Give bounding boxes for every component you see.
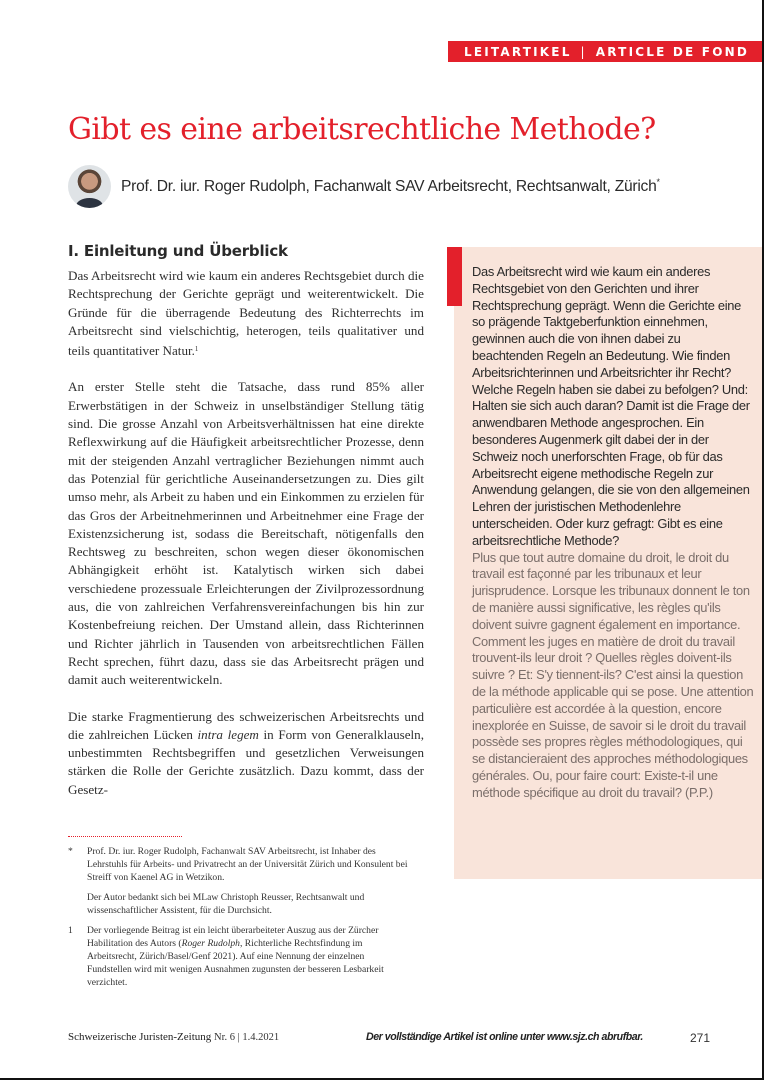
footnote-mark-1: 1 <box>68 925 73 936</box>
footnote-1 <box>68 924 408 989</box>
page-number: 271 <box>690 1031 711 1045</box>
footnote-1-text-b: , Richterliche Rechtsfindung im Arbeitsrecht, Zürich/Basel/Genf 2021). Auf eine Nennung der einzelnen Fundstellen wird mit wenigen Ausnahmen zugunsten der besseren Lesbarkeit verzichtet. <box>87 938 384 988</box>
footnote-divider <box>68 836 182 837</box>
paragraph-3 <box>68 708 424 799</box>
journal-issue: Nr. 6 | 1.4.2021 <box>214 1032 280 1043</box>
paragraph-1-text: Das Arbeitsrecht wird wie kaum ein anderes Rechtsgebiet durch die Rechtsprechung der Gerichte geprägt und weiterentwickelt. Die Gründe für die überragende Bedeutung des Richterrechts im Arbeitsrecht sind vielschichtig, heterogen, teils qualitativer und teils quantitativer Natur. <box>68 268 424 359</box>
pull-quote-german: Das Arbeitsrecht wird wie kaum ein anderes Rechtsgebiet von den Gerichten und ihrer Rechtsprechung geprägt. Wenn die Gerichte eine so prägende Taktgeberfunktion einnehmen, gewinnen auch die von ihnen dabei zu beachtenden Regeln an Bedeutung. Wie finden Arbeitsrichterinnen und Arbeitsrichter ihr Recht? Welche Regeln haben sie dabei zu befolgen? Und: Halten sie sich auch daran? Damit ist die Frage der anwendbaren Methode angesprochen. Ein besonderes Augenmerk gilt dabei der in der Schweiz noch unerforschten Frage, ob für das Arbeitsrecht eigene methodische Regeln zur Anwendung gelangen, die sie von den allgemeinen Lehren der juristischen Methodenlehre unterscheiden. Oder kurz gefragt: Gibt es eine arbeitsrechtliche Methode? <box>472 264 750 548</box>
section-heading: I. Einleitung und Überblick <box>68 242 288 260</box>
pull-quote-accent-bar <box>447 247 462 306</box>
article-title: Gibt es eine arbeitsrechtliche Methode? <box>68 112 656 147</box>
footer-online-note[interactable]: Der vollständige Artikel ist online unter www.sjz.ch abrufbar. <box>366 1031 643 1043</box>
main-text-column <box>68 242 424 817</box>
paragraph-2: An erster Stelle steht die Tatsache, dass rund 85% aller Erwerbstätigen in der Schweiz in unselbständiger Stellung tätig sind. Die grosse Anzahl von Arbeitsverhältnissen hat eine direkte Reflexwirkung auf die Häufigkeit arbeitsrechtlicher Prozesse, denn mit der steigenden Anzahl vertraglicher Beziehungen nimmt auch das Potenzial für gerichtliche Auseinandersetzungen zu. Dies gilt umso mehr, als Arbeit zu haben und ein Einkommen zu erzielen für das Gros der Arbeitnehmerinnen und Arbeitnehmer eine Frage der Existenzsicherung ist, sodass die Bereitschaft, nötigenfalls den Rechtsweg zu beschreiten, schon wegen dieser ökonomischen Abhängigkeit erhöht ist. Katalytisch wirken sich dabei verschiedene prozessuale Erleichterungen der Zivilprozessordnung aus, die von zahlreichen Verfahrensvereinfachungen bis hin zur Kostenbefreiung reichen. Der Umstand allein, dass Richterinnen und Richter jährlich in Tausenden von arbeitsrechtlichen Fällen Recht sprechen, führt dazu, dass sie das Arbeitsrecht prägen und damit auch weiterentwickeln. <box>68 379 424 688</box>
footnote-author <box>68 845 408 917</box>
footnote-1-italic: Roger Rudolph <box>181 938 240 949</box>
page-footer <box>68 1031 714 1049</box>
footnote-1-text <box>87 924 408 989</box>
pull-quote-french: Plus que tout autre domaine du droit, le droit du travail est façonné par les tribunaux et leur jurisprudence. Lorsque les tribunaux donnent le ton de manière aussi significative, les règles qu'ils doivent suivre gagnent également en importance. Comment les juges en matière de droit du travail trouvent-ils leur droit ? Quelles règles doivent-ils suivre ? Et: S'y tiennent-ils? C'est ainsi la question de la méthode applicable qui se pose. Une attention particulière est accordée à la question, encore inexplorée en Suisse, de savoir si le droit du travail possède ses propres règles méthodologiques, qui se distancieraient des approches méthodologiques générales. Ou, pour faire court: Existe-t-il une méthode spécifique au droit du travail? (P.P.) <box>472 549 754 800</box>
footnote-author-bio: Prof. Dr. iur. Roger Rudolph, Fachanwalt SAV Arbeitsrecht, ist Inhaber des Lehrstuhls für Arbeits- und Privatrecht an der Universität Zürich und Konsulent bei Streiff von Kaenel AG in Wetzikon. <box>87 846 408 883</box>
rubric-label-fr: ARTICLE DE FOND <box>595 44 750 59</box>
paragraph-3-text-a: Die starke Fragmentierung des schweizerischen Arbeitsrechts und die zahlreichen Lücken <box>68 708 424 742</box>
paragraph-3-text-b: in Form von Generalklauseln, unbestimmten Rechtsbegriffen und gesetzlichen Verweisungen stärken die Rolle der Gerichte zusätzlich. Dazu kommt, dass der Gesetz- <box>68 726 424 797</box>
paragraph-1 <box>68 267 424 360</box>
footnote-author-thanks: Der Autor bedankt sich bei MLaw Christoph Reusser, Rechtsanwalt und wissenschaftlicher Assistent, für die Durchsicht. <box>87 892 365 916</box>
journal-name: Schweizerische Juristen-Zeitung <box>68 1031 212 1043</box>
footnote-ref-1[interactable]: 1 <box>194 345 199 354</box>
footnotes <box>68 845 408 996</box>
rubric-label-de: LEITARTIKEL <box>464 44 572 59</box>
rubric-banner <box>448 41 762 62</box>
footer-journal <box>68 1031 279 1043</box>
rubric-separator: | <box>580 44 587 59</box>
author-name <box>121 177 660 196</box>
author-byline <box>68 164 660 208</box>
paragraph-3-italic: intra legem <box>197 726 259 742</box>
footnote-1-text-a: Der vorliegende Beitrag ist ein leicht überarbeiteter Auszug aus der Zürcher Habilitation des Autors ( <box>87 925 379 949</box>
footnote-author-text <box>87 845 408 917</box>
footnote-1-body <box>87 924 408 989</box>
author-photo <box>68 165 111 208</box>
author-footnote-mark[interactable]: * <box>656 176 660 187</box>
author-text: Prof. Dr. iur. Roger Rudolph, Fachanwalt SAV Arbeitsrecht, Rechtsanwalt, Zürich <box>121 177 657 195</box>
footnote-mark-star: * <box>68 846 73 857</box>
pull-quote-text <box>472 264 754 802</box>
